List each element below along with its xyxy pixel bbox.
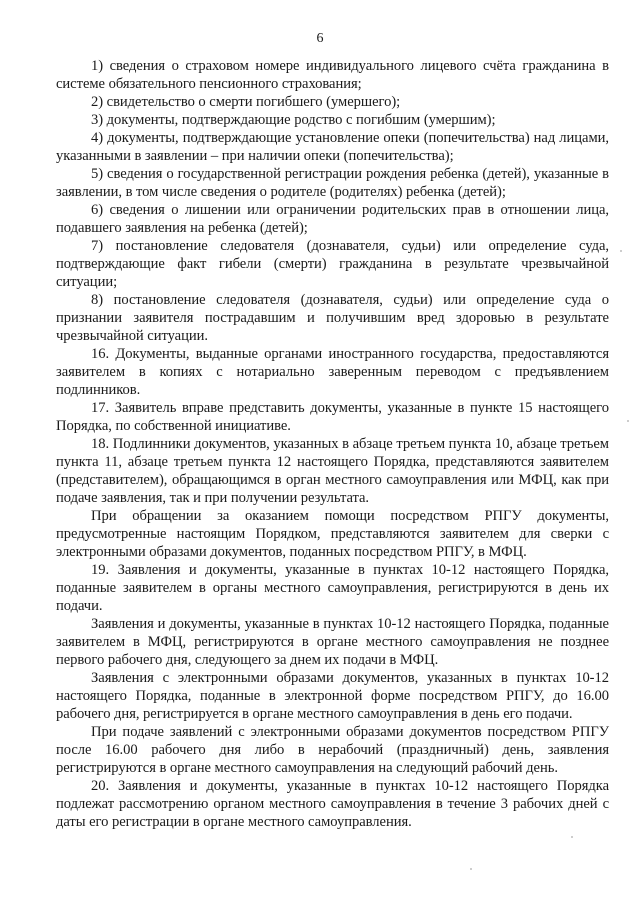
paragraph-list-item-4: 4) документы, подтверждающие установление опеки (попечительства) над лицами, указанными в заявлении – при наличии опеки (попечительства);: [56, 130, 609, 164]
paragraph-section-16: 16. Документы, выданные органами иностранного государства, предоставляются заявителем в копиях с нотариально заверенным переводом с предъявлением подлинников.: [56, 346, 609, 398]
paragraph-section-19-mfc: Заявления и документы, указанные в пунктах 10-12 настоящего Порядка, поданные заявителем в МФЦ, регистрируются в органе местного самоуправления не позднее первого рабочего дня, следующего за днем их подачи в МФЦ.: [56, 616, 609, 668]
scan-speck: [627, 420, 629, 422]
paragraph-list-item-1: 1) сведения о страховом номере индивидуального лицевого счёта гражданина в системе обязательного пенсионного страхования;: [56, 58, 609, 92]
scan-speck: [571, 836, 573, 838]
paragraph-section-20: 20. Заявления и документы, указанные в пунктах 10-12 настоящего Порядка подлежат рассмотрению органом местного самоуправления в течение 3 рабочих дней с даты его регистрации в органе местного самоуправления.: [56, 778, 609, 830]
paragraph-list-item-3: 3) документы, подтверждающие родство с погибшим (умершим);: [91, 112, 496, 128]
paragraph-section-19: 19. Заявления и документы, указанные в пунктах 10-12 настоящего Порядка, поданные заявителем в органы местного самоуправления, регистрируются в день их подачи.: [56, 562, 609, 614]
scan-speck: [470, 868, 472, 870]
page-number: 6: [316, 31, 324, 46]
paragraph-section-19-after-hours: При подаче заявлений с электронными образами документов посредством РПГУ после 16.00 рабочего дня либо в нерабочий (праздничный) день, заявления регистрируются в органе местного самоуправления на следующий рабочий день.: [56, 724, 609, 776]
paragraph-list-item-5: 5) сведения о государственной регистрации рождения ребенка (детей), указанные в заявлении, в том числе сведения о родителе (родителях) ребенка (детей);: [56, 166, 609, 200]
paragraph-section-19-electronic: Заявления с электронными образами документов, указанных в пунктах 10-12 настоящего Порядка, поданные в электронной форме посредством РПГУ, до 16.00 рабочего дня, регистрируется в органе местного самоуправления в день его подачи.: [56, 670, 609, 722]
paragraph-list-item-2: 2) свидетельство о смерти погибшего (умершего);: [91, 94, 401, 110]
document-body: [56, 57, 609, 831]
paragraph-list-item-8: 8) постановление следователя (дознавателя, судьи) или определение суда о признании заявителя пострадавшим и получившим вред здоровью в результате чрезвычайной ситуации.: [56, 292, 609, 344]
paragraph-list-item-6: 6) сведения о лишении или ограничении родительских прав в отношении лица, подавшего заявления на ребенка (детей);: [56, 202, 609, 236]
paragraph-list-item-7: 7) постановление следователя (дознавателя, судьи) или определение суда, подтверждающие факт гибели (смерти) гражданина в результате чрезвычайной ситуации;: [56, 238, 609, 290]
scan-speck: [620, 250, 622, 252]
paragraph-section-18-rpgu: При обращении за оказанием помощи посредством РПГУ документы, предусмотренные настоящим Порядком, представляются заявителем для сверки с электронными образами документов, поданных посредством РПГУ, в МФЦ.: [56, 508, 609, 560]
paragraph-section-17: 17. Заявитель вправе представить документы, указанные в пункте 15 настоящего Порядка, по собственной инициативе.: [56, 400, 609, 434]
paragraph-section-18: 18. Подлинники документов, указанных в абзаце третьем пункта 10, абзаце третьем пункта 11, абзаце третьем пункта 12 настоящего Порядка, представляются заявителем (представителем), обращающимся в орган местного самоуправления или МФЦ, как при подаче заявления, так и при получении результата.: [56, 436, 609, 506]
